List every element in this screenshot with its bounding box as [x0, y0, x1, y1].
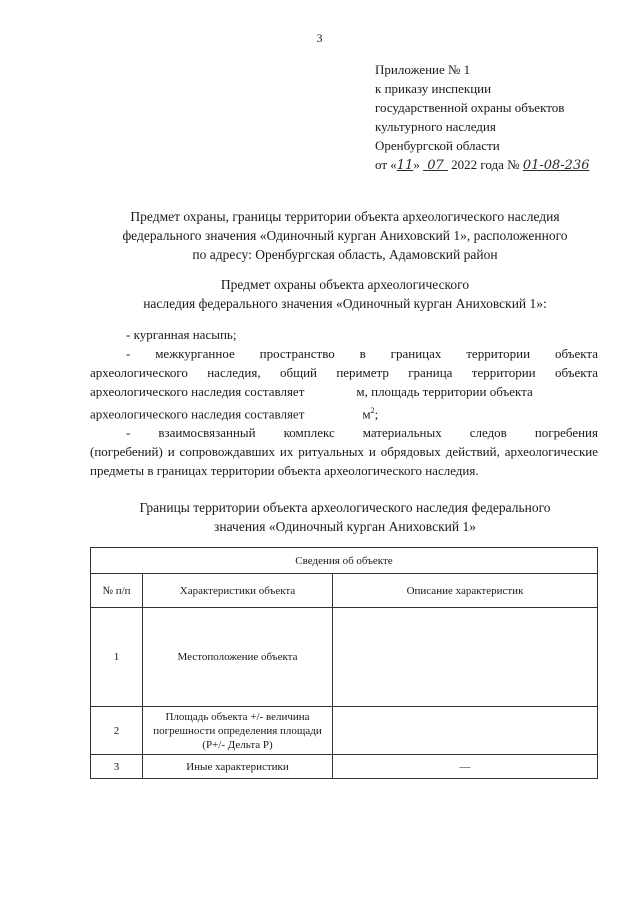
date-mid: »: [413, 157, 420, 172]
table-row: 2 Площадь объекта +/- величина погрешности определения площади (P+/- Дельта P): [91, 707, 598, 755]
object-info-table: [90, 547, 598, 779]
column-header-description: Описание характеристик: [333, 574, 598, 608]
protection-subject-heading: Предмет охраны объекта археологического наследия федерального значения «Одиночный курган Аниховский 1»:: [143, 277, 547, 311]
table-row: 1 Местоположение объекта: [91, 608, 598, 707]
borders-heading: Границы территории объекта археологического наследия федерального значения «Одиночный курган Аниховский 1»: [139, 500, 551, 534]
handwritten-month: 07: [427, 158, 444, 173]
handwritten-day: 11: [396, 158, 414, 173]
table-row: 3 Иные характеристики —: [91, 755, 598, 779]
column-header-characteristics: Характеристики объекта: [143, 574, 333, 608]
bullet-item-complex: - взаимосвязанный комплекс материальных следов погребения: [126, 425, 598, 441]
handwritten-order-number: 01-08-236: [522, 158, 590, 173]
appendix-line-3: государственной охраны объектов: [375, 100, 565, 115]
appendix-line-1: Приложение № 1: [375, 62, 471, 77]
appendix-line-5: Оренбургской области: [375, 138, 500, 153]
column-header-number: № п/п: [91, 574, 143, 608]
date-year: 2022 года №: [451, 157, 520, 172]
bullet-item-mound: - курганная насыпь;: [126, 327, 237, 342]
page-number: 3: [316, 31, 323, 45]
appendix-date-line: [375, 155, 590, 175]
appendix-block: [375, 60, 590, 175]
table-header: Сведения об объекте: [91, 548, 598, 574]
protection-subject-list: - курганная насыпь; - межкурганное пространство в границах территории объекта археологического наследия, общий периметр граница территории объекта археологического наследия составляет м, площадь территории объекта археологического наследия составляет $м^2$; - взаимосвязанный комплекс материальных следов погребения (погребений) и сопровождавших их ритуальных и обрядовых действий, археологические предметы в границах территории объекта археологического наследия.: [90, 327, 598, 479]
appendix-line-4: культурного наследия: [375, 119, 496, 134]
appendix-line-2: к приказу инспекции: [375, 81, 492, 96]
date-prefix: от «: [375, 157, 397, 172]
bullet-item-space: - межкурганное пространство в границах территории объекта: [126, 346, 598, 361]
document-title: Предмет охраны, границы территории объекта археологического наследия федерального значения «Одиночный курган Аниховский 1», расположенного по адресу: Оренбургская область, Адамовский район: [122, 209, 568, 262]
